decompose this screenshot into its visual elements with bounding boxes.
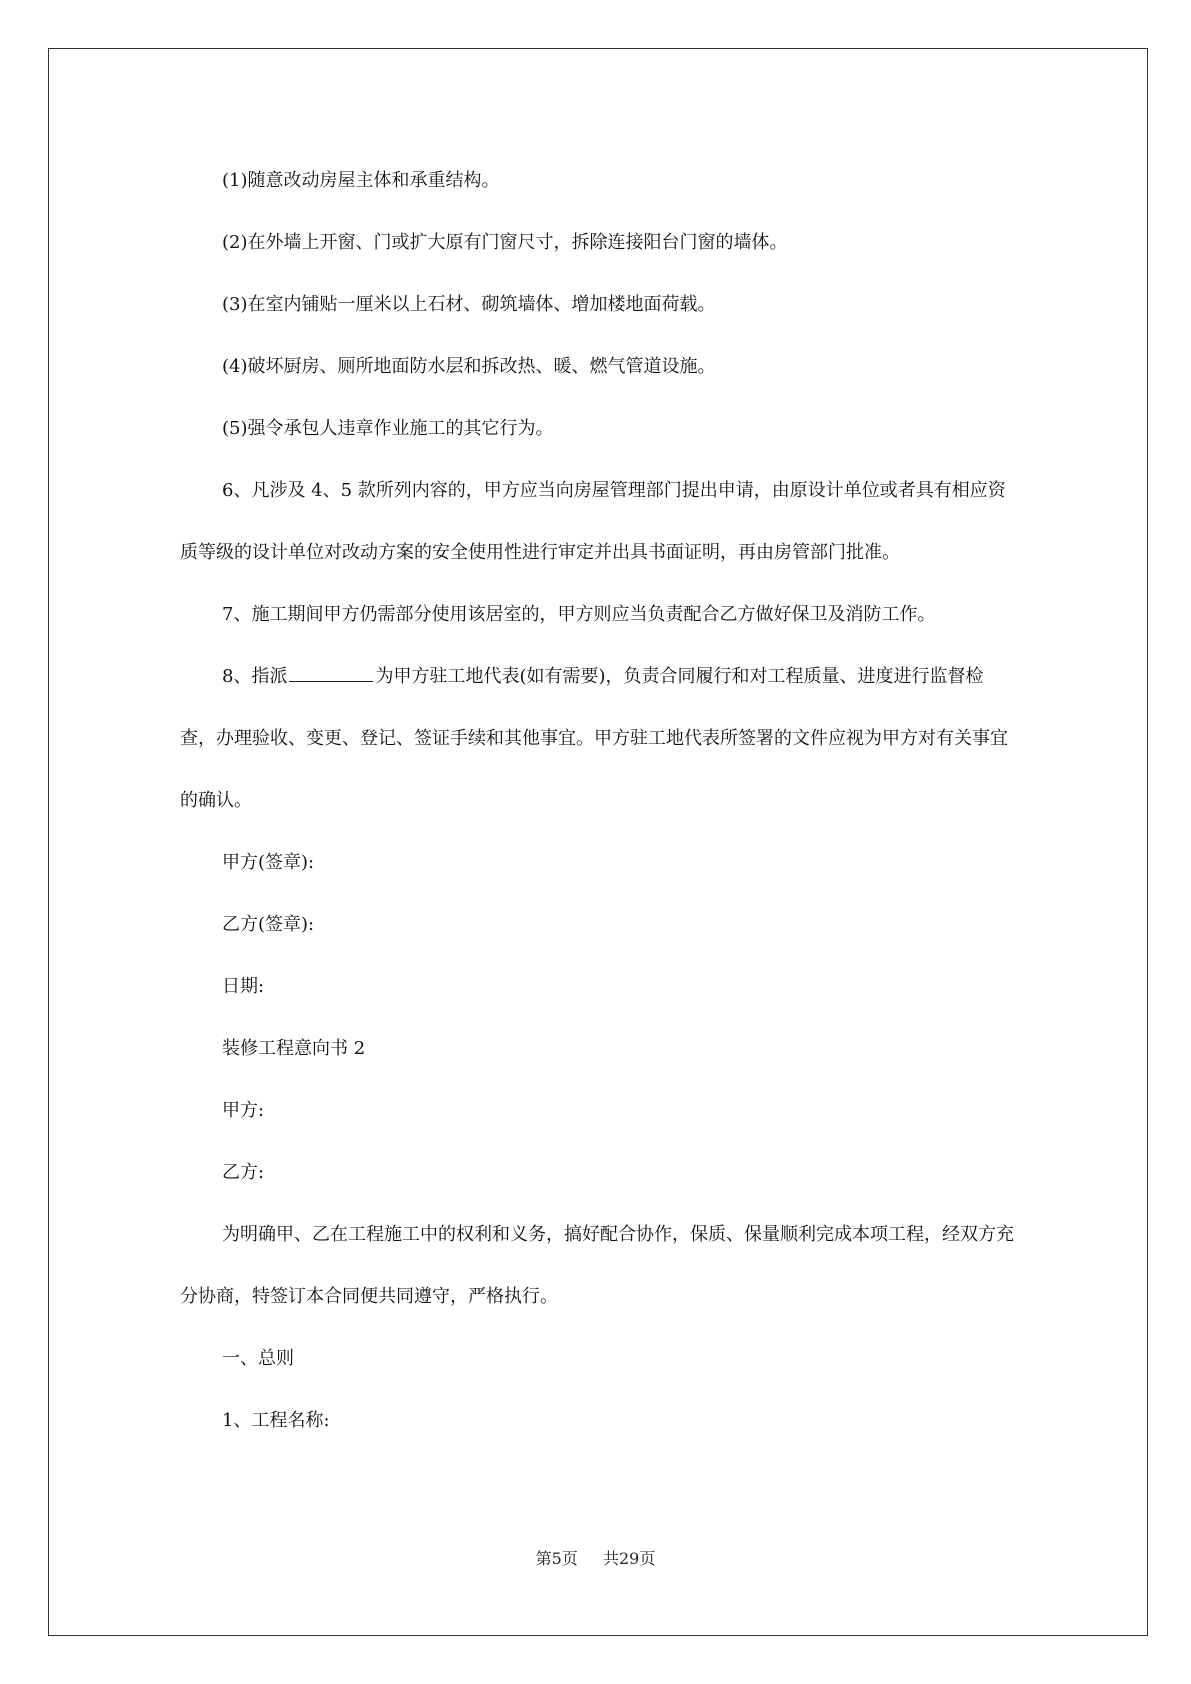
- page-number: 第5页: [535, 1549, 578, 1568]
- project-name-label: 1、工程名称:: [222, 1410, 330, 1431]
- page-footer: [0, 1546, 1191, 1569]
- intro-paragraph: 为明确甲、乙在工程施工中的权利和义务，搞好配合协作，保质、保量顺利完成本项工程，经双方充分协商，特签订本合同便共同遵守，严格执行。: [180, 1224, 1014, 1307]
- clause-4: (4)破坏厨房、厕所地面防水层和拆改热、暖、燃气管道设施。: [222, 356, 716, 377]
- section-title: 装修工程意向书 2: [222, 1038, 366, 1059]
- clause-2: (2)在外墙上开窗、门或扩大原有门窗尺寸，拆除连接阳台门窗的墙体。: [222, 232, 788, 253]
- representative-blank-line: [289, 663, 373, 682]
- paragraph-8: [180, 646, 1015, 832]
- clause-3: (3)在室内铺贴一厘米以上石材、砌筑墙体、增加楼地面荷载。: [222, 294, 716, 315]
- paragraph-8-text: 为甲方驻工地代表(如有需要)，负责合同履行和对工程质量、进度进行监督检查，办理验收、变更、登记、签证手续和其他事宜。甲方驻工地代表所签署的文件应视为甲方对有关事宜的确认。: [180, 666, 1008, 811]
- document-body: [180, 150, 1015, 1452]
- paragraph-7: 7、施工期间甲方仍需部分使用该居室的，甲方则应当负责配合乙方做好保卫及消防工作。: [222, 604, 936, 625]
- paragraph-8-prefix: 8、指派: [222, 666, 288, 687]
- party-a-label: 甲方:: [222, 1100, 265, 1121]
- general-heading: 一、总则: [222, 1348, 294, 1369]
- clause-1: (1)随意改动房屋主体和承重结构。: [222, 170, 500, 191]
- clause-5: (5)强令承包人违章作业施工的其它行为。: [222, 418, 554, 439]
- party-a-signature-label: 甲方(签章):: [222, 852, 315, 873]
- party-b-signature-label: 乙方(签章):: [222, 914, 315, 935]
- party-b-label: 乙方:: [222, 1162, 265, 1183]
- total-pages: 共29页: [602, 1549, 656, 1568]
- paragraph-6: 6、凡涉及 4、5 款所列内容的，甲方应当向房屋管理部门提出申请，由原设计单位或者具有相应资质等级的设计单位对改动方案的安全使用性进行审定并出具书面证明，再由房管部门批准。: [180, 480, 1006, 563]
- date-label: 日期:: [222, 976, 265, 997]
